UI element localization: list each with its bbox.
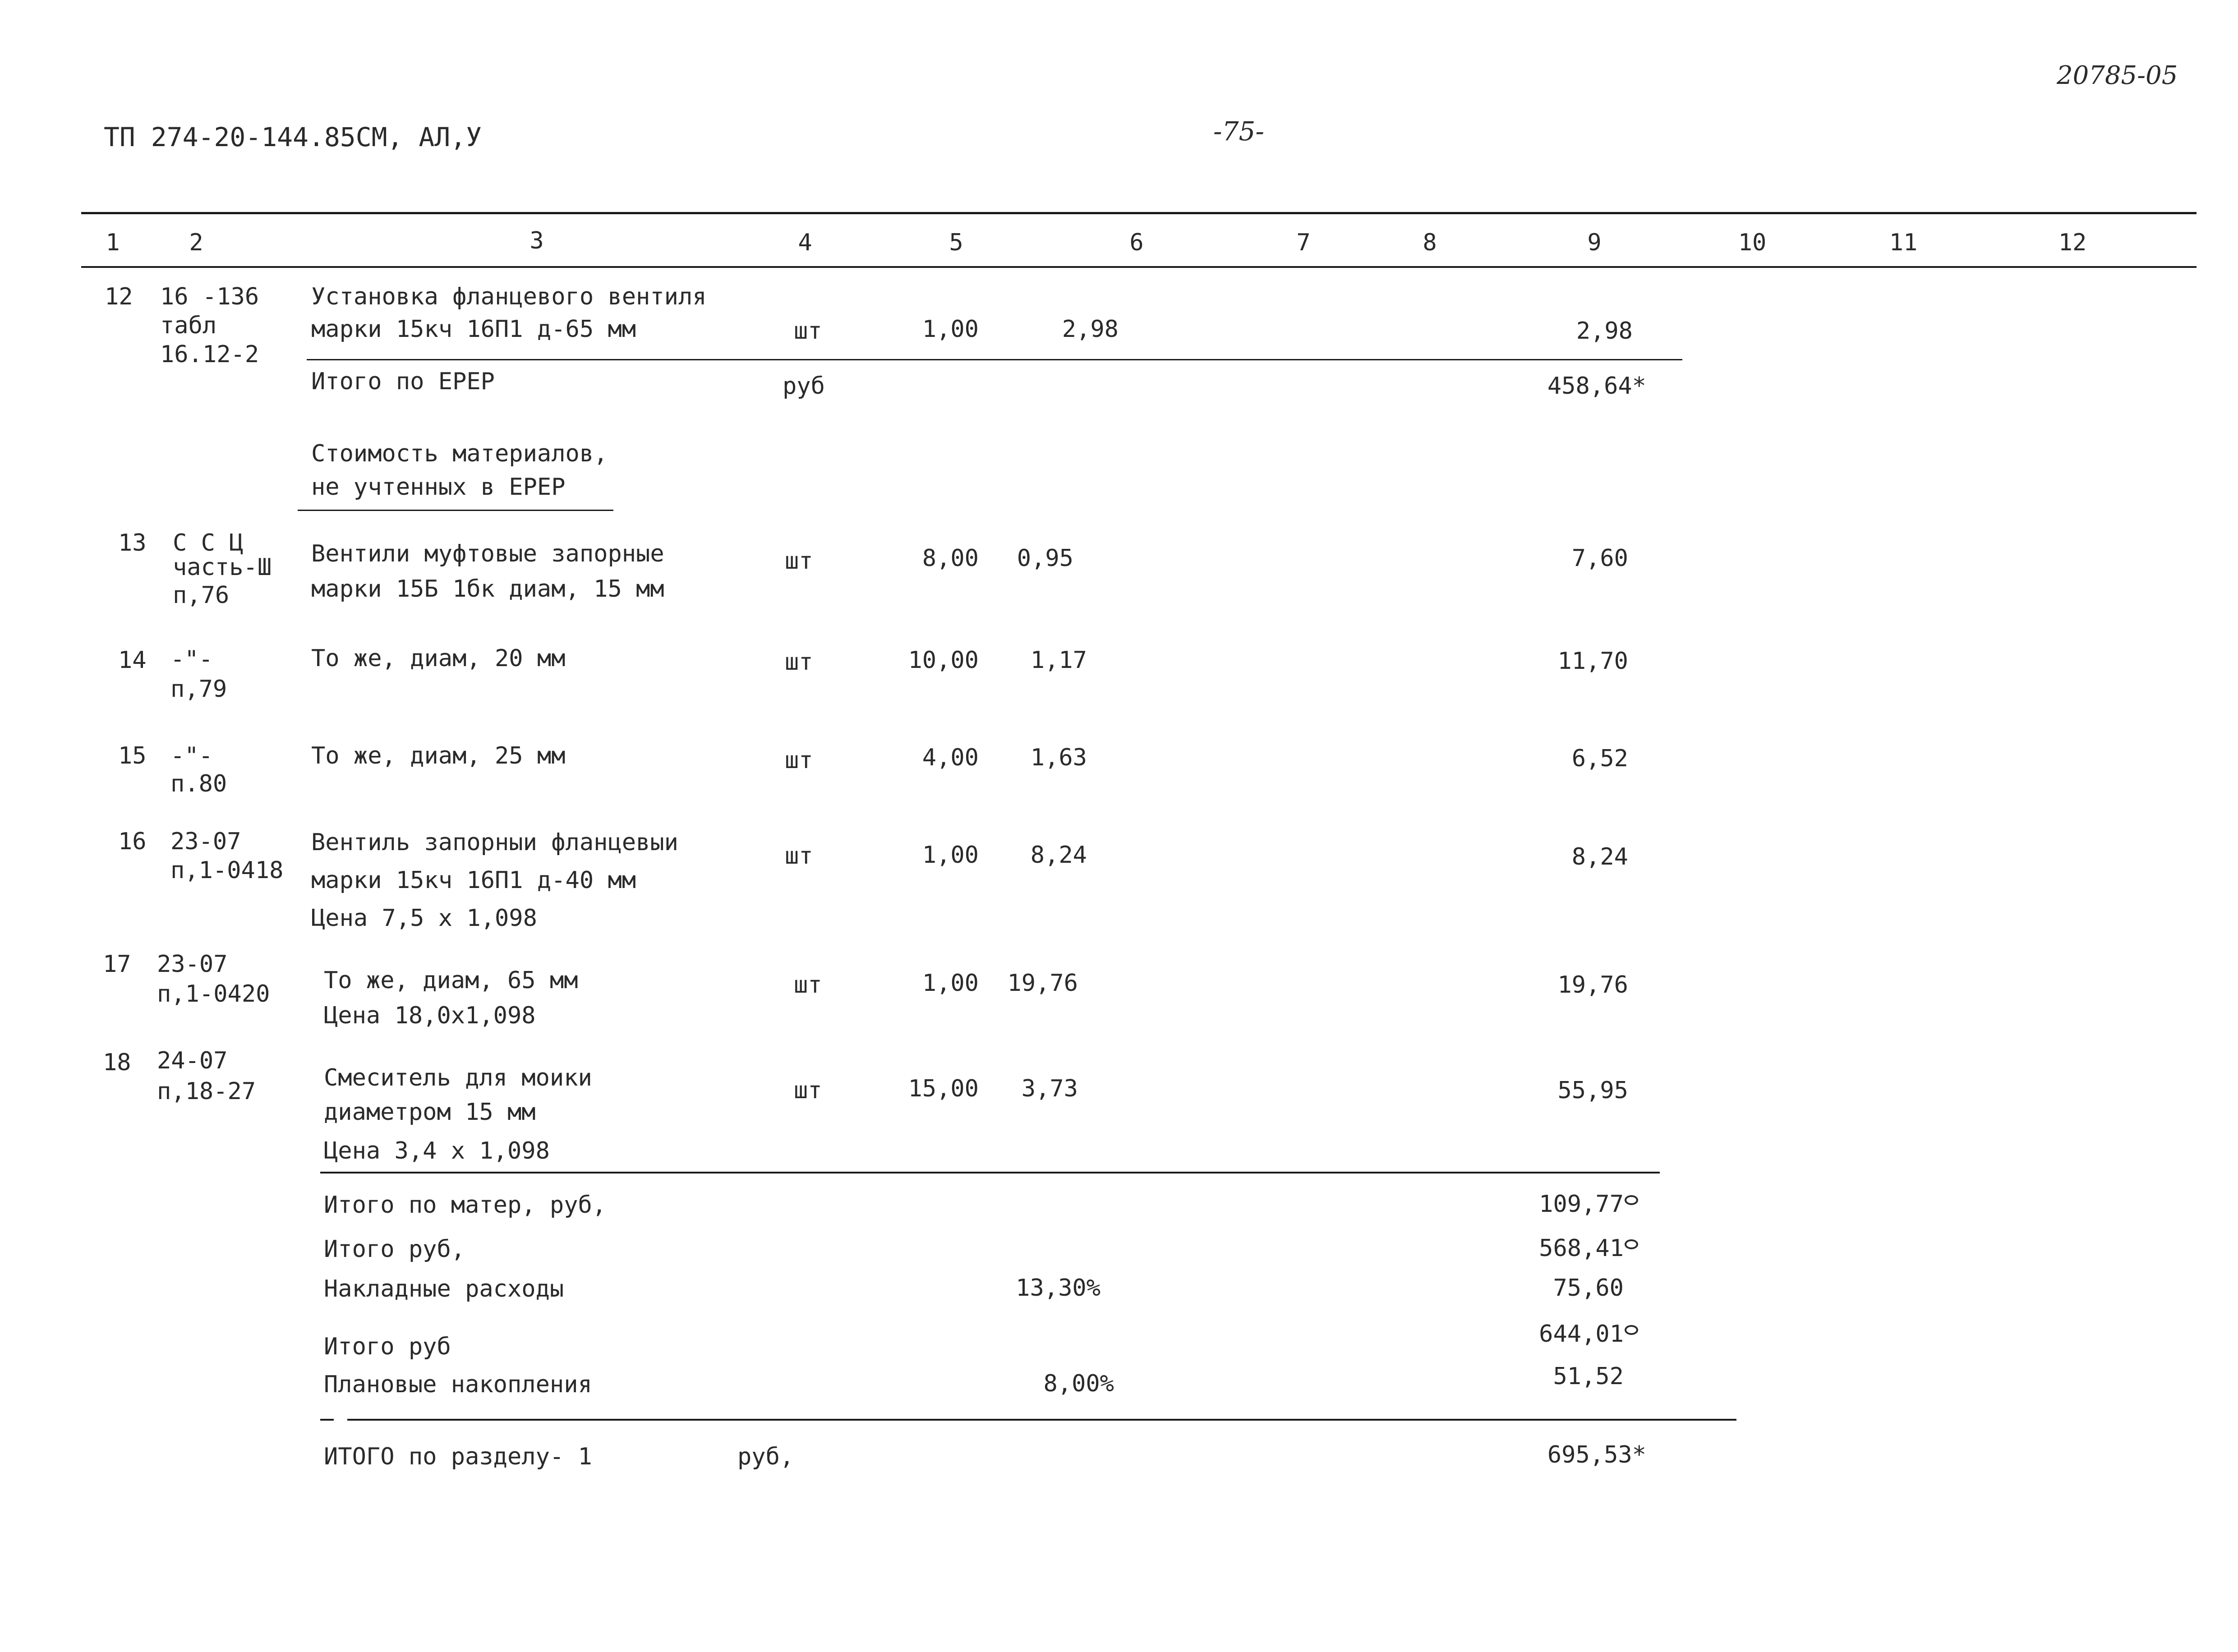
row-code: 16.12-2 [160,341,259,368]
row-code: -"- [170,646,213,673]
row-total: 7,60 [1571,545,1628,572]
row-description: Цена 18,0х1,098 [324,1002,536,1029]
row-number: 12 [105,283,133,310]
col-header-9: 9 [1587,229,1602,256]
row-code: п,79 [170,676,227,703]
page-number: -75- [1213,116,1264,147]
row-unit: шт [794,1077,822,1104]
row-quantity: 4,00 [922,744,979,771]
row-number: 13 [118,529,147,557]
planned-savings-percent: 8,00% [1043,1370,1114,1397]
overhead-value: 75,60 [1553,1275,1624,1302]
row-number: 16 [118,828,147,855]
document-code: ТП 274-20-144.85СМ, АЛ,У [104,122,482,152]
row-total: 8,24 [1571,843,1628,870]
row-code: п,1-0418 [170,857,284,884]
row-code: С С Ц [173,529,244,557]
subtotal-erer-total: 458,64* [1547,373,1646,400]
row-quantity: 15,00 [908,1075,979,1102]
check-mark-icon [1625,1325,1638,1335]
row-total: 11,70 [1557,648,1628,675]
subtotal-erer-unit: руб [783,373,825,400]
row-price: 1,63 [1030,744,1087,771]
section-total-value: 695,53* [1547,1441,1646,1468]
col-header-3: 3 [530,227,544,254]
row-description: Вентили муфтовые запорные [311,540,664,567]
col-header-7: 7 [1296,229,1311,256]
planned-savings-label: Плановые накопления [324,1371,592,1398]
grand-subtotal-label: Итого руб, [324,1236,465,1263]
total2-label: Итого руб [324,1333,451,1360]
row-price: 8,24 [1030,842,1087,869]
row-quantity: 1,00 [922,842,979,869]
row-code: часть-Ш [173,554,272,581]
archive-number: 20785-05 [2057,61,2178,90]
overhead-label: Накладные расходы [324,1275,564,1302]
check-mark-icon [1625,1239,1638,1249]
row-price: 2,98 [1062,316,1119,343]
col-header-6: 6 [1129,229,1144,256]
row-total: 19,76 [1557,971,1628,999]
total2-value: 644,01 [1539,1321,1624,1348]
row-description: Цена 7,5 х 1,098 [311,905,537,932]
row-price: 3,73 [1021,1075,1078,1102]
row-description: марки 15кч 16П1 д-65 мм [311,316,636,343]
row-number: 17 [103,951,131,978]
col-header-11: 11 [1889,229,1918,256]
row-code: 16 -136 [160,283,259,310]
row-description: марки 15кч 16П1 д-40 мм [311,867,636,894]
row-code: п,1-0420 [157,980,270,1008]
final-rule [347,1419,1736,1421]
row-description: Смеситель для моики [324,1064,592,1091]
materials-heading: Стоимость материалов, [311,440,608,467]
subtotal-erer-label: Итого по ЕРЕР [311,368,495,395]
row-total: 55,95 [1557,1077,1628,1104]
col-header-12: 12 [2058,229,2087,256]
col-header-8: 8 [1423,229,1437,256]
row-unit: шт [785,747,813,774]
row-description: То же, диам, 20 мм [311,645,566,672]
row-unit: шт [785,842,813,870]
row-unit: шт [785,548,813,575]
materials-heading-rule [298,510,613,511]
row-12-rule [307,359,1682,360]
materials-total-value: 109,77 [1539,1191,1624,1218]
row-description: То же, диам, 25 мм [311,742,566,769]
row-description: диаметром 15 мм [324,1099,536,1126]
row-number: 14 [118,647,147,674]
row-unit: шт [794,971,822,999]
row-description: Вентиль запорныи фланцевыи [311,829,678,856]
row-quantity: 10,00 [908,647,979,674]
row-code: п,18-27 [157,1078,256,1105]
row-total: 2,98 [1576,318,1633,345]
grand-subtotal-value: 568,41 [1539,1235,1624,1262]
table-header-rule [81,266,2197,268]
row-code: 23-07 [170,828,241,855]
row-quantity: 1,00 [922,316,979,343]
row-unit: шт [794,318,822,345]
row-code: п,76 [173,582,230,609]
col-header-5: 5 [949,229,963,256]
row-code: 24-07 [157,1047,228,1074]
row-quantity: 8,00 [922,545,979,572]
materials-heading: не учтенных в ЕРЕР [311,474,566,501]
check-mark-icon [1625,1195,1638,1205]
row-description: То же, диам, 65 мм [324,967,578,994]
row-code: 23-07 [157,951,228,978]
col-header-4: 4 [798,229,812,256]
row-number: 15 [118,742,147,769]
row-code: п.80 [170,770,227,797]
col-header-10: 10 [1738,229,1767,256]
row-number: 18 [103,1049,131,1076]
section-total-unit: руб, [737,1443,794,1470]
row-price: 1,17 [1030,647,1087,674]
row-code: табл [160,312,217,339]
row-quantity: 1,00 [922,970,979,997]
row-description: Цена 3,4 х 1,098 [324,1137,550,1164]
row-description: марки 15Б 1бк диам, 15 мм [311,575,664,603]
table-top-rule [81,212,2197,214]
row-code: -"- [170,742,213,769]
overhead-percent: 13,30% [1016,1275,1101,1302]
row-price: 0,95 [1017,545,1073,572]
row-price: 19,76 [1007,970,1078,997]
materials-total-label: Итого по матер, руб, [324,1192,607,1219]
row-unit: шт [785,649,813,676]
planned-savings-value: 51,52 [1553,1363,1624,1390]
row-description: Установка фланцевого вентиля [311,283,707,310]
col-header-2: 2 [189,229,203,256]
materials-end-rule [320,1172,1660,1173]
col-header-1: 1 [106,229,120,256]
row-total: 6,52 [1571,745,1628,772]
section-total-label: ИТОГО по разделу- 1 [324,1443,592,1470]
final-rule-dash [320,1419,334,1421]
